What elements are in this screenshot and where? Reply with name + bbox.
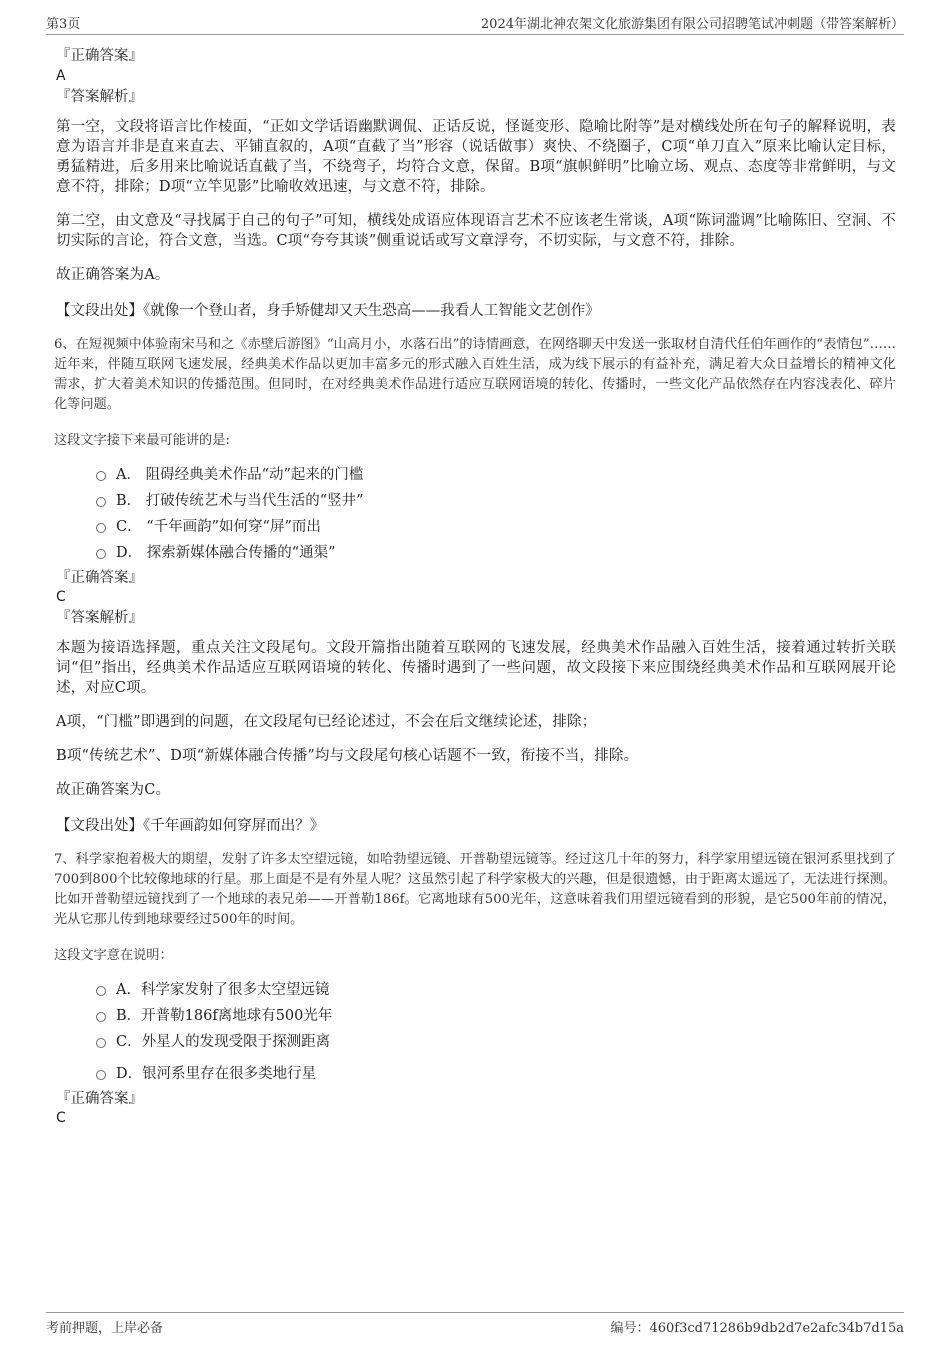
correct-answer-value: A	[56, 68, 66, 84]
analysis-paragraph: 故正确答案为A。	[56, 267, 170, 283]
correct-answer-label: 『正确答案』	[56, 48, 143, 64]
radio-icon[interactable]	[96, 1070, 106, 1080]
option-list	[96, 460, 896, 564]
question-prompt: 这段文字意在说明：	[54, 948, 173, 963]
radio-icon[interactable]	[96, 523, 106, 533]
radio-icon[interactable]	[96, 497, 106, 507]
question-stem: 7、科学家抱着极大的期望，发射了许多太空望远镜，如哈勃望远镜、开普勒望远镜等。经过这几十年的努力，科学家用望远镜在银河系里找到了700到800个比较像地球的行星。那上面是不是有外星人呢？这虽然引起了科学家极大的兴趣，但是很遗憾，由于距离太遥远了，无法进行探测。比如开普勒望远镜找到了一个地球的表兄弟——开普勒186f。它离地球有500光年，这意味着我们用望远镜看到的形貌，是它500年前的情况，光从它那儿传到地球要经过500年的时间。	[54, 852, 896, 927]
option-b[interactable]: B．开普勒186f离地球有500光年	[96, 1001, 896, 1027]
option-c[interactable]: C． “千年画韵”如何穿“屏”而出	[96, 512, 896, 538]
analysis-paragraph: 本题为接语选择题，重点关注文段尾句。文段开篇指出随着互联网的飞速发展，经典美术作品融入百姓生活，接着通过转折关联词“但”指出，经典美术作品适应互联网语境的转化、传播时遇到了一些问题，故文段接下来应围绕经典美术作品和互联网展开论述，对应C项。	[56, 640, 896, 696]
option-c[interactable]: C．外星人的发现受限于探测距离	[96, 1027, 896, 1053]
question-stem: 6、在短视频中体验南宋马和之《赤壁后游图》“山高月小，水落石出”的诗情画意，在网络聊天中发送一张取材自清代任伯年画作的“表情包”……近年来，伴随互联网飞速发展，经典美术作品以更加丰富多元的形式融入百姓生活，成为线下展示的有益补充，满足着大众日益增长的精神文化需求，扩大着美术知识的传播范围。但同时，在对经典美术作品进行适应互联网语境的转化、传播时，一些文化产品依然存在内容浅表化、碎片化等问题。	[54, 337, 896, 412]
passage-source: 【文段出处】《千年画韵如何穿屏而出？》	[56, 818, 325, 834]
passage-source: 【文段出处】《就像一个登山者，身手矫健却又天生恐高——我看人工智能文艺创作》	[56, 303, 600, 319]
analysis-label: 『答案解析』	[56, 610, 143, 626]
option-d[interactable]: D．银河系里存在很多类地行星	[96, 1059, 896, 1085]
analysis-paragraph: B项“传统艺术”、D项“新媒体融合传播”均与文段尾句核心话题不一致，衔接不当，排除。	[56, 748, 639, 764]
correct-answer-value: C	[56, 1110, 66, 1126]
page-content	[56, 46, 896, 1127]
analysis-paragraph: A项，“门槛”即遇到的问题，在文段尾句已经论述过，不会在后文继续论述，排除；	[56, 714, 597, 730]
radio-icon[interactable]	[96, 471, 106, 481]
analysis-paragraph: 第二空，由文意及“寻找属于自己的句子”可知，横线处成语应体现语言艺术不应该老生常谈，A项“陈词滥调”比喻陈旧、空洞、不切实际的言论，符合文意，当选。C项“夸夸其谈”侧重说话或写文章浮夸，不切实际，与文意不符，排除。	[56, 213, 896, 249]
footer-slogan: 考前押题，上岸必备	[46, 1321, 164, 1336]
option-d[interactable]: D． 探索新媒体融合传播的“通渠”	[96, 538, 896, 564]
option-a[interactable]: A．科学家发射了很多太空望远镜	[96, 975, 896, 1001]
radio-icon[interactable]	[96, 549, 106, 559]
analysis-paragraph: 故正确答案为C。	[56, 782, 171, 798]
correct-answer-label: 『正确答案』	[56, 1091, 143, 1107]
correct-answer-value: C	[56, 589, 66, 605]
radio-icon[interactable]	[96, 1012, 106, 1022]
document-title: 2024年湖北神农架文化旅游集团有限公司招聘笔试冲刺题（带答案解析）	[480, 17, 904, 32]
correct-answer-label: 『正确答案』	[56, 570, 143, 586]
radio-icon[interactable]	[96, 986, 106, 996]
question-prompt: 这段文字接下来最可能讲的是:	[54, 433, 230, 448]
document-id: 编号：460f3cd71286b9db2d7e2afc34b7d15a	[610, 1321, 904, 1336]
option-list	[96, 975, 896, 1085]
page-footer	[46, 1312, 904, 1336]
page-number: 第3页	[46, 17, 81, 32]
radio-icon[interactable]	[96, 1038, 106, 1048]
analysis-label: 『答案解析』	[56, 89, 143, 105]
option-a[interactable]: A． 阻碍经典美术作品“动”起来的门槛	[96, 460, 896, 486]
analysis-paragraph: 第一空，文段将语言比作棱面，“正如文学话语幽默调侃、正话反说，怪诞变形、隐喻比附等”是对横线处所在句子的解释说明，表意为语言并非是直来直去、平铺直叙的，A项“直截了当”形容（说话做事）爽快、不绕圈子，C项“单刀直入”原来比喻认定目标，勇猛精进，后多用来比喻说话直截了当，不绕弯子，均符合文意，保留。B项“旗帜鲜明”比喻立场、观点、态度等非常鲜明，与文意不符，排除；D项“立竿见影”比喻收效迅速，与文意不符，排除。	[56, 119, 896, 195]
option-b[interactable]: B． 打破传统艺术与当代生活的“竖井”	[96, 486, 896, 512]
page-header	[46, 12, 904, 35]
